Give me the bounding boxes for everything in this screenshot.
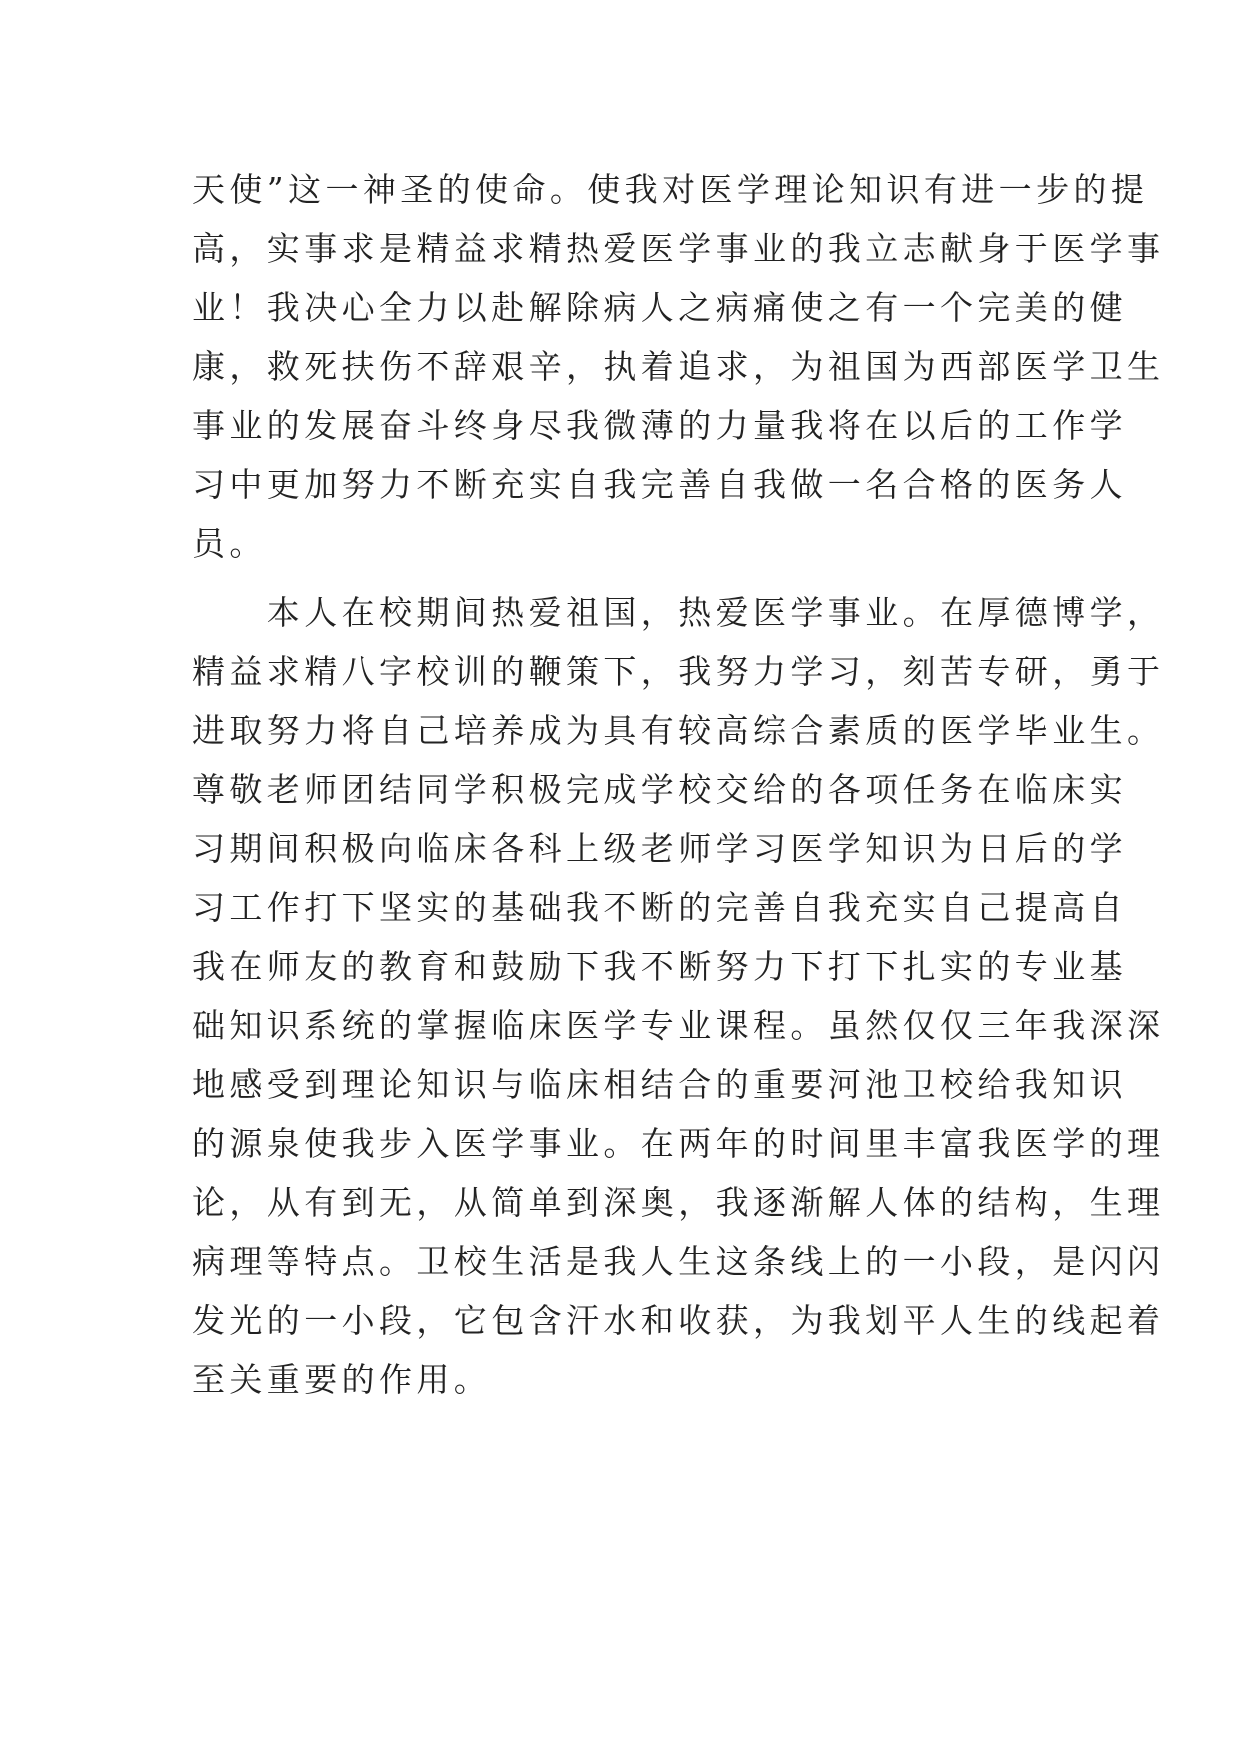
text-line: 的源泉使我步入医学事业。在两年的时间里丰富我医学的理 xyxy=(192,1124,1165,1163)
text-line: 员。 xyxy=(192,524,267,563)
text-line: 习期间积极向临床各科上级老师学习医学知识为日后的学 xyxy=(192,829,1127,868)
text-line: 精益求精八字校训的鞭策下，我努力学习，刻苦专研，勇于 xyxy=(192,652,1165,691)
text-line: 论，从有到无，从简单到深奥，我逐渐解人体的结构，生理 xyxy=(192,1183,1165,1222)
text-line: 地感受到理论知识与临床相结合的重要河池卫校给我知识 xyxy=(192,1065,1127,1104)
body-text xyxy=(192,160,1165,1409)
text-line: 事业的发展奋斗终身尽我微薄的力量我将在以后的工作学 xyxy=(192,406,1127,445)
text-line: 发光的一小段，它包含汗水和收获，为我划平人生的线起着 xyxy=(192,1301,1165,1340)
text-line: 我在师友的教育和鼓励下我不断努力下打下扎实的专业基 xyxy=(192,947,1127,986)
text-line: 天使”这一神圣的使命。使我对医学理论知识有进一步的提 xyxy=(192,170,1149,209)
text-line: 业！我决心全力以赴解除病人之病痛使之有一个完美的健 xyxy=(192,288,1127,327)
paragraph-spacer xyxy=(192,573,1072,583)
text-line: 病理等特点。卫校生活是我人生这条线上的一小段，是闪闪 xyxy=(192,1242,1165,1281)
text-line: 进取努力将自己培养成为具有较高综合素质的医学毕业生。 xyxy=(192,711,1165,750)
text-line: 康，救死扶伤不辞艰辛，执着追求，为祖国为西部医学卫生 xyxy=(192,347,1165,386)
text-line: 本人在校期间热爱祖国，热爱医学事业。在厚德博学， xyxy=(192,593,1165,632)
text-line: 尊敬老师团结同学积极完成学校交给的各项任务在临床实 xyxy=(192,770,1127,809)
paragraph-2 xyxy=(192,583,1165,1409)
paragraph-1 xyxy=(192,160,1165,573)
text-line: 习工作打下坚实的基础我不断的完善自我充实自己提高自 xyxy=(192,888,1127,927)
text-line: 至关重要的作用。 xyxy=(192,1360,492,1399)
text-line: 习中更加努力不断充实自我完善自我做一名合格的医务人 xyxy=(192,465,1127,504)
text-line: 高，实事求是精益求精热爱医学事业的我立志献身于医学事 xyxy=(192,229,1165,268)
text-line: 础知识系统的掌握临床医学专业课程。虽然仅仅三年我深深 xyxy=(192,1006,1165,1045)
